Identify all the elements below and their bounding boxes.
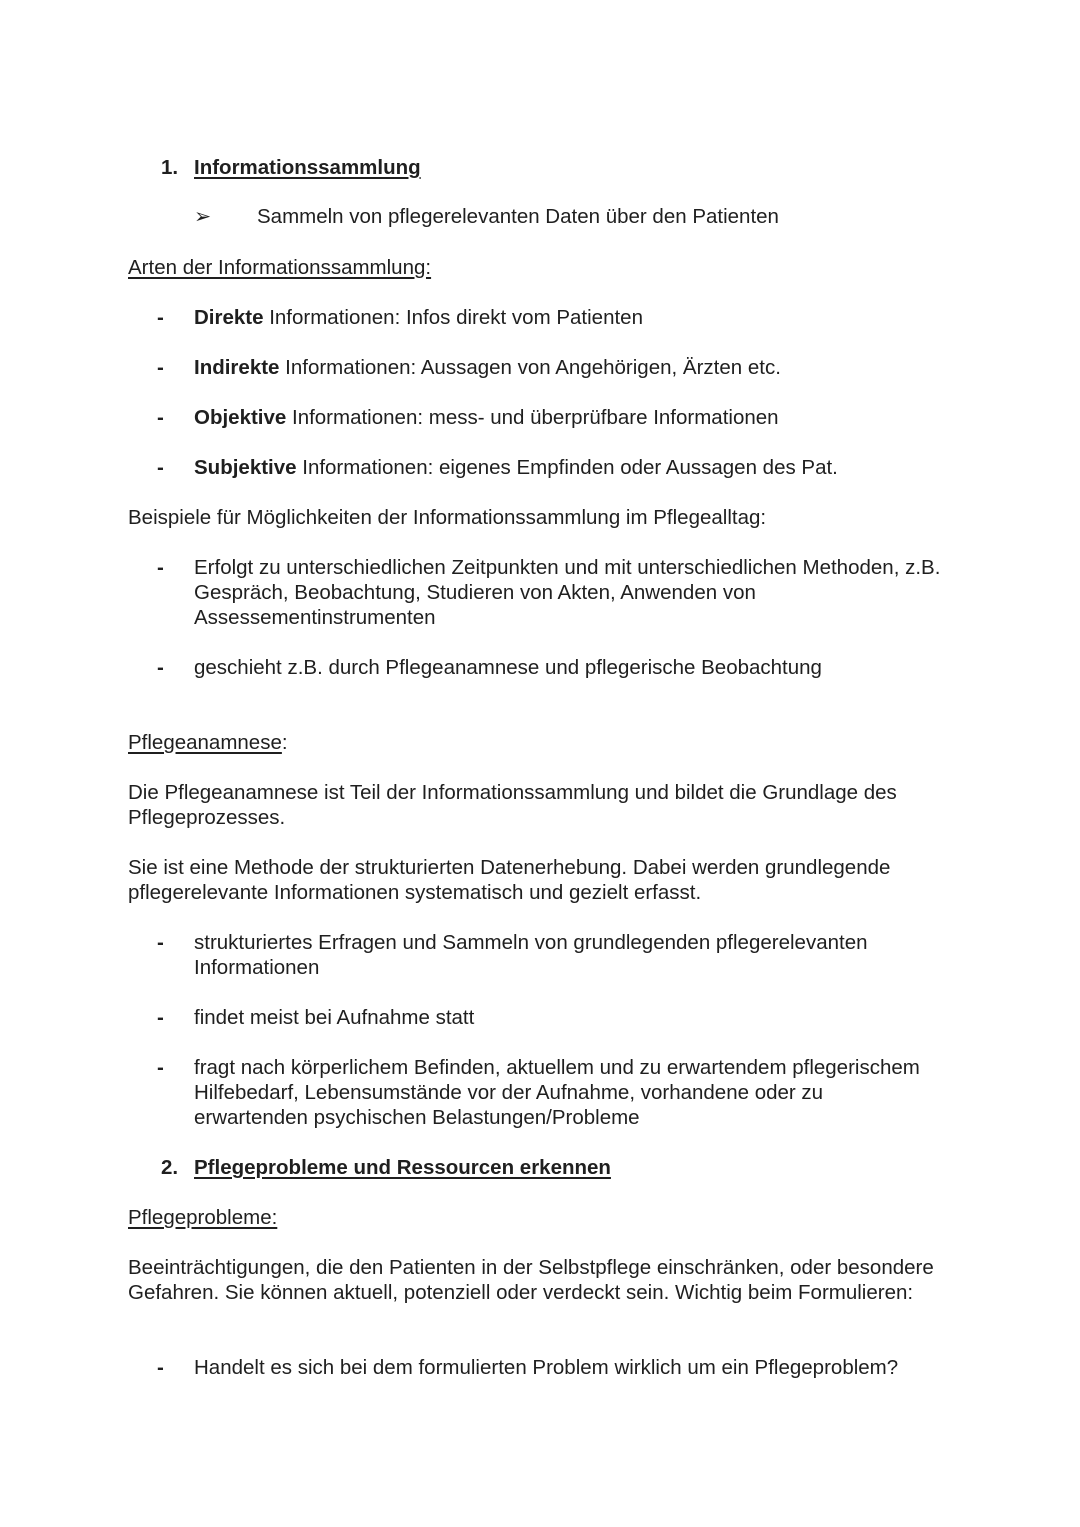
dash-bullet: - <box>157 456 164 479</box>
paragraph: Sie ist eine Methode der strukturierten Datenerhebung. Dabei werden grundlegende pflegerelevante Informationen systematisch und gezielt erfasst. <box>128 856 891 904</box>
arrow-bullet-icon: ➢ <box>194 205 212 228</box>
arrow-item-text: Sammeln von pflegerelevanten Daten über den Patienten <box>257 205 779 228</box>
dash-bullet: - <box>157 406 164 429</box>
section-number: 2. <box>161 1156 179 1179</box>
dash-bullet: - <box>157 931 164 954</box>
subheading-pflegeprobleme: Pflegeprobleme: <box>128 1206 278 1229</box>
list-item: strukturiertes Erfragen und Sammeln von grundlegenden pflegerelevanten Informationen <box>194 931 868 979</box>
list-item: findet meist bei Aufnahme statt <box>194 1006 475 1029</box>
dash-bullet: - <box>157 356 164 379</box>
subheading-beispiele: Beispiele für Möglichkeiten der Informationssammlung im Pflegealltag: <box>128 506 767 529</box>
list-item: Indirekte Informationen: Aussagen von Angehörigen, Ärzten etc. <box>194 356 781 379</box>
dash-bullet: - <box>157 556 164 579</box>
subheading-pflegeanamnese: Pflegeanamnese: <box>128 731 288 754</box>
list-item: geschieht z.B. durch Pflegeanamnese und pflegerische Beobachtung <box>194 656 822 679</box>
dash-bullet: - <box>157 1356 164 1379</box>
list-item: Handelt es sich bei dem formulierten Problem wirklich um ein Pflegeproblem? <box>194 1356 899 1379</box>
list-item: Subjektive Informationen: eigenes Empfinden oder Aussagen des Pat. <box>194 456 838 479</box>
list-item: Objektive Informationen: mess- und überprüfbare Informationen <box>194 406 779 429</box>
section-title: Informationssammlung <box>194 156 421 179</box>
dash-bullet: - <box>157 1056 164 1079</box>
dash-bullet: - <box>157 306 164 329</box>
section-number: 1. <box>161 156 179 179</box>
paragraph: Beeinträchtigungen, die den Patienten in der Selbstpflege einschränken, oder besondere Gefahren. Sie können aktuell, potenziell oder verdeckt sein. Wichtig beim Formulieren: <box>128 1256 934 1304</box>
list-item: fragt nach körperlichem Befinden, aktuellem und zu erwartendem pflegerischem Hilfebedarf, Lebensumstände vor der Aufnahme, vorhandene oder zu erwartenden psychischen Belastungen/Probleme <box>194 1056 920 1129</box>
dash-bullet: - <box>157 1006 164 1029</box>
list-item: Erfolgt zu unterschiedlichen Zeitpunkten und mit unterschiedlichen Methoden, z.B. Gespräch, Beobachtung, Studieren von Akten, Anwenden von Assessementinstrumenten <box>194 556 941 629</box>
section-title: Pflegeprobleme und Ressourcen erkennen <box>194 1156 611 1179</box>
dash-bullet: - <box>157 656 164 679</box>
subheading-arten: Arten der Informationssammlung: <box>128 256 432 279</box>
list-item: Direkte Informationen: Infos direkt vom Patienten <box>194 306 643 329</box>
paragraph: Die Pflegeanamnese ist Teil der Informationssammlung und bildet die Grundlage des Pflegeprozesses. <box>128 781 897 829</box>
